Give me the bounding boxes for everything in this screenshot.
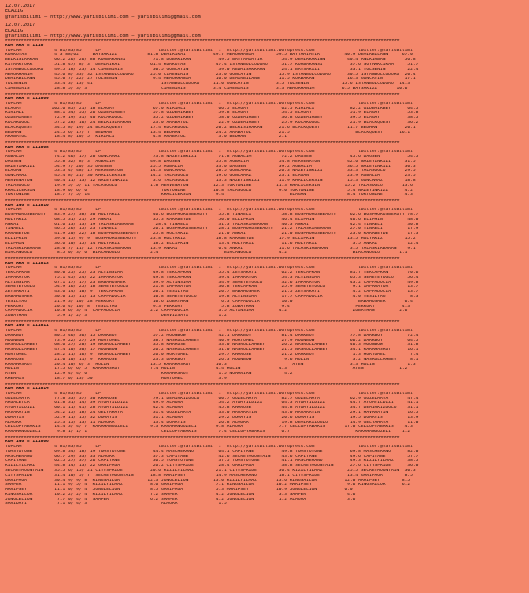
table-row: KIZILYILMAZ 44.8 14/ 13/ 22 GARIPAGA 26.2 CITYSPRIDE 28.4 GARIPAGA 38.8 SECRETMOUNTAIN 27.6 CITYSPRIDE 36.0: [5, 464, 419, 469]
table-row: ALTINSIMA 67.1 17/ 17/ 23 BABAHOSMER 39.9 ALTINSIMA 34.9 SEMETEYOGLU 32.6 IMPARATOR 43.2 CAPPADOCIA 49.8: [5, 280, 419, 285]
race-block: [5, 199, 524, 256]
table-row: HULIN 17.5 6/ 6/ 5 KARAHASRUT 7.4 HULIN 4.4 HULIN 4.3 ATEN 1.2: [5, 367, 408, 372]
table-row: ELAGAN 53.3 4/ 48/ 17 MERVENATON 14.3 GONCAMAZ 28.5 GONCAMAZ 26.3 NAZEYINKIZI 33.3 TALASOGLU 29.5: [5, 169, 416, 174]
table-row: KARAHANGUZELI 9.8 1/ 1/ 1 CELLUPYABAKIS 7.4 CELLUPYABAKIS 6.7 KARAHANGUZELI 1.2: [5, 430, 411, 435]
separator-line: ####################################################################################################################################################: [5, 39, 400, 44]
column-header-row: TOPLAM 4 81/83/85 LP twitter:@YarisBilimi : http://yarisbilimi.wordpress.com twitter:@YarisBilimi: [5, 266, 413, 271]
table-row: DEMIRBILANN 45.0 7/ 22/ 27 TOLSENIN 9.4 MEMURHANIM 16.0 DEMIRBILANN 11.5 KORBAKAN 16.3 GONCAYIN 17.1: [5, 77, 416, 82]
table-row: ARABATUL 18.4 8/ 10/ 5 KIRIMLI 4.8 ARABATUL 3.0 BEDHAN 2.1: [5, 135, 287, 140]
table-row: TINAELI 46.5 26/ 15/ 23 TINAELI 26.1 BOSPHORUSBEAUTY 28.1 BOSPHORUSBEAUTY 21.2 TALASKIRBARAN 27.0 TINAELI 17.9: [5, 227, 419, 232]
table-row: BLACKQUEST 34.5 8/ 19/ 24 BLACKQUEST 17.4 KOCAKOGUL 20.2 BELKISIRAKAN 21.6 BLACKQUEST 11.7 BEDHAN 20.1: [5, 125, 416, 130]
table-row: HULYAKIZ 68.5 31/ 21/ 29 ANKAI 35.3 KARABEYDE 50.0 ELLIPKIN 46.4 ELIPHIN 46.6 ELIPHIN 48.0: [5, 217, 419, 222]
separator-line: ####################################################################################################################################################: [5, 435, 400, 440]
table-row: AGBALIM 74.2 46/ 17/ 20 GONCAMAZ 73.8 NAZEYINKIZI 71.8 AGBALIM 72.2 DAGSEN 45.6 DAGSEN 54.5: [5, 155, 419, 160]
table-row: KIRIMLI 88.1 34/ 55/ 26 OZDEMIRBEY 57.8 OZDEMIRBEY 59.8 ELAGAY 54.5 ELAGAY 51.9 ELAGAY 53.8: [5, 111, 419, 116]
table-row: KARAHASRUT 20.4 10/ 6/ 3 HULIN 13.5 KARAHASRUT 16.3 ATEN 3.3 HULIN 1.3: [5, 362, 416, 367]
table-row: ZEYSAKATI 43.6 14/ 10/ 9 TEKCAPKAN 20.1 YESILYAG 20.7 BABAHOSMER 21.5 ZEYSAKATI 4.2 CAPPADOCIA 13.7: [5, 290, 419, 295]
table-row: CAPPADOCIA 10.8 6/ 3/ 4 CAPPADOCIA 2.2 CAPPADOCIA 3.5 ALTINSIMA 4.2 ZUBATHAN 2.6: [5, 309, 408, 314]
table-row: MEMURHANIM 45.6 8/ 33/ 32 ISTANBULCUDURU 25.0 CIMENIRIS 23.0 GONCAYIN 15.9 ISTANBULCUDURU 30.5 ISTANBULCUDURU 20.4: [5, 72, 416, 77]
separator-line: ####################################################################################################################################################: [5, 141, 400, 146]
table-row: KINGSAILOR 10.2 2/ 2/ 4 KIZILYILMAZ 7.2 SAMPER 4.2 JUNGLELION 3.3 SAMPER 4.6: [5, 492, 356, 497]
table-row: ARGALETLA 61.8 31/ 14/ 39 AYOMYILDIZI 49.9 ALMURA 54.2 AYOMYILDIZI 64.3 AYOMYILDIZI 44.7 AYOMYILDIZI 41.1: [5, 401, 419, 406]
table-row: GUZELMAYA 77.8 33/ 37/ 30 KHAROSE 79.1 DEMIRKIZOGLU 60.7 GUZELMAYA 82.7 GUZELMAYA 62.9 GUZELMAYA 47.4: [5, 396, 419, 401]
column-header-row: TOPLAM 4 81/83/85 LP twitter:@YarisBilimi : http://yarisbilimi.wordpress.com twitter:@YarisBilimi: [5, 445, 413, 450]
race-block: [5, 257, 524, 319]
table-row: KORKUTAS 4 3 88/62 BAYSAKIZI 81.8 DEMIRIKA1 49.7 MEMURHANIM 59.5 BAYTAMIMTIR 40.9 DEMIRBILANN 67.0: [5, 53, 413, 58]
table-row: BELKISIRAKAN 66.2 26/ 26/ 88 KORBAKANSI 71.8 DUBAKIRAN 49.5 BAYTAMIMTIR 54.9 DEMIRKAKINN 40.4 ANLKIRBAN 56.8: [5, 58, 416, 63]
table-row: MOONBOW 73.9 22/ 27/ 29 HURTUMEL 38.7 NASRULLAHBEY 40.9 HURTUMEL 27.9 MOONBOW 66.2 DARKBOY 64.5: [5, 338, 419, 343]
separator-line: ####################################################################################################################################################: [5, 382, 400, 387]
table-row: HASRULLAHBEY 47.4 10/ 30/ 17 MOONBOW 26.2 NASRULLAHBEY 31.0 NASRULLAHBEY 21.5 NASRULLAHBEY 34.1 KARAHASRUT 16.1: [5, 348, 419, 353]
table-row: GONCAMAZ 45.4 8/ 21/ 30 KHALICEKSIN 14.2 TALASOGLU 19.6 GONCAMAZ 23.1 ELAGAN 23.9 AGBALIM 23.5: [5, 174, 416, 179]
table-row: CIMENIRIS 28.8 5/ 3/ 3 CIMENIRIS 3.4 CIMENIRIS 3.3 MEMURHANIM 6.5 BAYSAKIZI 10.6: [5, 86, 408, 91]
separator-line: ####################################################################################################################################################: [5, 92, 400, 97]
table-row: HURTUMEL 28.2 11/ 16/ 9 NASRULLAHBEY 26.0 HURTUMEL 29.7 KHAROSE 21.2 DARKBOY 1.3 HURTUMEL 7.4: [5, 352, 419, 357]
table-row: OZDEMIRBEY 72.9 19/ 31/ 40 KOCAKOGUL 35.2 OZDEMIRBEY 58.0 OZDEMIRBEY 36.8 OZDEMIRBEY 39.5 ELAGAY 38.5: [5, 116, 419, 121]
table-row: TALASOGLU 19.9 5/ 5/ 11 TALASOGLU 1.8 MERVENATON 12.3 TOKTONINE 11.3 KHALICEKSIN 15.2 TALASOGLU 13.6: [5, 183, 413, 188]
table-row: BIRCANOGLU 8.5 0/ 3/ 6 BIRCANOGLU 2.4 BIRCANOGLU 4.2 BIRCANOGLU 1.1: [5, 251, 408, 256]
table-row: SAMPER 11.1 9/ 5/ 4 KIZILYILMAZ 8.6 GARIPAGA 7.1 KINGSAILOR 10.2 MARIPSEY 9.6 KINGSAILOR 6.2: [5, 483, 411, 488]
table-row: ISTANBULCUDURU 49.5 18/ 23/ 14 CIMENIRIS 30.5 GONCAYIN 39.0 REDMISAKKARN 24.1 BAYSAKIZI 33.1 TOLSENIN 22.4: [5, 67, 419, 72]
race-blocks: [5, 39, 524, 507]
header-date-top: 12.07.2017: [5, 4, 36, 9]
table-row: ANKAI 61.6 13/ 13/ 19 TALASKIRBARAN 28.4 TINAELI 31.3 TALASKIRBARAN 40.3 ANKAI 42.4 TINAELI 30.8: [5, 222, 419, 227]
table-row: ATEN 12.9 4/ 4/ 6 KARAHASRUT 1.5 NOMARIAN 4.2: [5, 372, 293, 377]
table-row: DARKBOY 80.5 46/ 36/ 15 DARKBOY 57.2 MOONBOW 42.1 DARKBOY 81.4 DARKBOY 77.8 DARKBOY 72.4: [5, 333, 419, 338]
race-title: KUM ARA = 111009: [5, 97, 49, 102]
table-row: MARIPSEY 11.1 0/ 9/ 4 JUNGLELION 8.5 GARIPAGA 5.3 MARIPSEY 10.9 JUNGLELION 6.0: [5, 488, 353, 493]
table-row: TOLSENIN 33.4 3/ 13/ 41 ISTANBULCUDURU 11.0 GONCAYIN 3.5 TOLSENIN 15.6 ISTANBULCUDURU 14.3: [5, 82, 411, 87]
table-row: IMPARATOR 75.1 45/ 24/ 22 IMPARATOR 49.8 TEKCAPKAN 39.4 IMPARATOR 54.3 ALTINSIMA 65.3 SEMETEYOGLU 56.4: [5, 275, 419, 280]
table-row: ELLIPKIN 39.0 15/ 9/ 9 BOSPHORUSBEAUTY 23.8 HULYAKIZ 18.8 KARABEYDE 17.9 ELLIPKIN 13.5 HULYAKIZ 15.2: [5, 236, 416, 241]
separator-line: ####################################################################################################################################################: [5, 319, 400, 324]
table-row: BABAHOSMER 30.0 15/ 11/ 13 CAPPADOCIA 10.8 SEMETEYOGLU 19.8 ALTINSIMA 17.7 CAPPADOCIA 4.0 YESILYAG 8.3: [5, 294, 419, 299]
header-channel-second: ELAZIG: [5, 28, 24, 34]
table-row: SARIDAYI 7.1 0/ 4/ 3 ALMURA 1.5: [5, 502, 227, 507]
table-row: AYOMYILDIZI 60.1 11/ 41/ 28 AYOMYILDIZI 42.4 ALMURA 45.8 KHAROSE 44.8 AYOMYILDIZI 34.7 DEMIRKIZOGLU 31.1: [5, 406, 419, 411]
header-link-second: @YarisBilimi — http://www.yarisbilimi.com — yarisbilimi@gmail.com: [5, 34, 201, 40]
separator-line: ####################################################################################################################################################: [5, 199, 400, 204]
race-title: KUM ING = 111006: [5, 440, 49, 445]
table-row: NAZEYINKIZI 54.9 7/ 20/ 35 DAGSEN 25.5 AGBALIM 33.0 DAGSEN 39.2 AGBALIM 36.5 NAZEYINKIZI 30.3: [5, 164, 416, 169]
table-row: ELIPHIN 36.6 10/ 15/ 14 HULYAKIZ 18.2 ELLIPKIN 13.4 HULYAKIZ 11.6 HULYAKIZ 3.5 ANKAI 12.4: [5, 241, 419, 246]
table-row: GARIPAGA 30.4 9/ 9/ 8 KINGSAILOR 12.3 JUNGLELION 13.0 KIZILYILMAZ 13.6 KINGSAILOR 12.0 MARIPSEY 8.5: [5, 478, 411, 483]
header-date-second: 12.07.2017: [5, 23, 36, 29]
separator-line: ####################################################################################################################################################: [5, 257, 400, 262]
table-row: SECRETMOUNTAIN 35.5 6/ 15/ 21 CITYSPRIDE 20.6 KIZILYILMAZ 21.1 CITYSPRIDE 36.4 KIZILYILMAZ 25.5 SECRETMOUNTAIN 30.3: [5, 468, 416, 473]
table-row: DOMAYIS 52.9 11/ 15/ 32 DOMAYIS 31.1 ALMURA 29.2 DOMAYIS 20.6 DOMAYIS 19.5 DOMAYIS 13.9: [5, 415, 419, 420]
column-header-row: TOPLAM 4 81/83/85 LP twitter:@YarisBilimi : http://yarisbilimi.wordpress.com twitter:@YarisBilimi: [5, 150, 413, 155]
table-row: CAPITANE 62.5 27/ 37/ 26 CAPITANE 36.5 TOMSTOTONE 37.5 TOMSTOTONE 41.1 MASCHERANO 49.3 KIZILYILMAZ 38.5: [5, 459, 419, 464]
column-header-row: TOPLAM 4 81/83/85 LP twitter:@YarisBilimi : http://yarisbilimi.wordpress.com twitter:@YarisBilimi: [5, 391, 413, 396]
table-row: KHAROSE 21.0 10/ 11/ 9 KHAROSE 23.3 DARKBOY 26.3 MOONBOW 9.6 HULIN 3.2 NASRULLAHBEY 8.1: [5, 357, 419, 362]
column-header-row: TOPLAM 4 81/83/85 LP twitter:@YarisBilimi : http://yarisbilimi.wordpress.com twitter:@YarisBilimi: [5, 208, 413, 213]
column-header-row: TOPLAM 4 81/83/85 LP twitter:@YarisBilimi : http://yarisbilimi.wordpress.com twitter:@YarisBilimi: [5, 48, 413, 53]
race-block: [5, 436, 524, 507]
table-row: BOSPHORUSBEAUTY 83.9 27/ 38/ 30 HULYAKIZ 46.6 BOSPHORUSBEAUTY 55.8 TINAELI 58.8 BOSPHORUSBEAUTY 62.6 BOSPHORUSBEAUTY 78.7: [5, 213, 419, 218]
table-row: JUNGLELION 7.7 0/ 4/ 4 SAMPER 6.2 SAMPER 4.2 JUNGLELION 1.2 ALMURA 3.6: [5, 497, 356, 502]
table-row: TOMSTOTONE 69.8 34/ 18/ 19 TOMSTOTONE 44.4 MASCHERANO 64.1 CAPITANE 49.8 TOMSTOTONE 69.8 MASCHERANO 82.0: [5, 449, 419, 454]
race-title: KUM ING = 111010: [5, 203, 49, 208]
column-header-row: TOPLAM 4 81/83/85 LP twitter:@YarisBilimi : http://yarisbilimi.wordpress.com twitter:@YarisBilimi: [5, 329, 413, 334]
table-row: MASCHERANO 66.7 29/ 33/ 33 ALMURA 37.3 CAPITANE 42.6 SECRETMOUNTAIN 43.6 CAPITANE 49.6 CAPITANE 57.7: [5, 454, 419, 459]
table-row: ALMURA 25.3 15/ 13/ 11 ALMURA 13.4 DOMAYIS 26.8 ALMURA 19.8 DEMIRKIZOGLU 14.9 GELYAHAYA 11.0: [5, 420, 419, 425]
table-row: TOKTONINE 18.7 7/ 5/ 14 KHALICEKSIN 9.4 ELAGAN 8.4 TOKTONINE 4.3: [5, 193, 413, 198]
table-row: KHALICEKSIN 18.9 0/ 6/ 6 TOKTONINE 10.8 TALASOGLU 9.0 TOKTONINE 5.4 NAZEYINKIZI 4.2: [5, 188, 413, 193]
table-row: KHEMMIS 18.7 0/ 13/ 50 HURTUMEL 3.9: [5, 376, 227, 381]
table-row: KITRAKTURK 51.8 47/ 8/ 3 DEMIRIKA1 61.4 KORKUTAS 47.4 ISTANBULCUDURU 51.7 KORBAKANSI 37.6 SOYMAKCIKAM 51.7: [5, 62, 419, 67]
table-row: TALASKIRBARAN 28.0 7/ 11/ 12 TALASKIRBARAN 13.9 ANKAI 6.4 ANKAI 11.6 TALASKIRBARAN 3.5 TALASKIRBARAN 9.1: [5, 246, 416, 251]
table-row: SEMETEYOGLU 54.9 16/ 25/ 18 SEMETEYOGLU 21.8 IMPARATOR 30.8 TEKCAPKAN 25.9 SEMETEYOGLU 9.1 IMPARATOR 13.7: [5, 285, 419, 290]
race-block: [5, 39, 524, 91]
table-row: KARABEYDE 41.9 20/ 22/ 18 BOSPHORUSBEAUTY 25.8 HULYAKIZ 21.0 ANKAI 21.0 BOSPHORUSBEAUTY 23.0 KARABEYDE 17.3: [5, 232, 419, 237]
race-block: [5, 93, 524, 140]
table-row: ELAGAY 102.6 85/ 21/ 18 ELAGAY 67.0 KIRIMLI 66.5 ELAGAY 62.5 KIRIMLI 82.2 OZDEMIRBEY 64.5: [5, 106, 419, 111]
table-row: YESILYAG 21.9 3/ 10/ 28 PEKKURT 10.6 ZUBATHAN 6.3 CAPPADOCIA 10.0 BABAHOSMER 6.4: [5, 299, 413, 304]
header-link-top: @YarisBilimi — http://www.yarisbilimi.com — yarisbilimi@gmail.com: [5, 14, 201, 20]
table-row: CELLUPYABAKIS 14.4 3/ 4/ 7 KARAHANGUZELI 9.3 KARAHANGUZELI 9.8 ALMURA 7.7 CELLUPYABAKIS 17.0 CELLUPYABAKIS 4.3: [5, 425, 413, 430]
race-title: KUM ARA = 1110: [5, 43, 44, 48]
race-title: KUM ARA = 111014: [5, 387, 49, 392]
table-row: HAVARATIN 54.2 15/ 18/ 24 GELYAHAYA 31.4 GUZELMAYA 33.0 HAVARATIN 43.0 HAVARATIN 29.1 HAVARATIN 16.5: [5, 410, 419, 415]
table-row: PEKKURT 20.6 4/ 10/ 8 YESILYAG 9.3 PEKKURT 5.8 ZUBATHAN 9.4 PEKKURT 4.3: [5, 304, 411, 309]
column-header-row: TOPLAM 4 81/83/85 LP twitter:@YarisBilimi : http://yarisbilimi.wordpress.com twitter:@YarisBilimi: [5, 101, 413, 106]
table-row: NASRULLAHBEY 68.6 27/ 20/ 19 NASRULLAHBEY 35.8 KHAROSE 33.0 NASRULLAHBEY 26.2 NASRULLAHBEY 46.3 MOONBOW 31.8: [5, 343, 419, 348]
table-row: DAGSEN 55.8 32/ 8/ 3 AGBALIM 49.8 DAGSEN 55.8 AGBALIM 54.8 MERVENATON 42.6 NAZEYINKIZI 31.5: [5, 159, 416, 164]
table-row: KOCAKOGUL 57.2 28/ 16/ 24 BELKISIRAKAN 23.0 ARABATUL 22.9 OZDEMIRBEY 25.9 KOCAKOGUL 21.9 BLACKQUEST 36.2: [5, 120, 419, 125]
table-row: MERVENATON 40.4 11/ 13/ 12 NAZEYINKIZI 3.6 TALASOGLU 13.3 NAZEYINKIZI 11.9 KHALICEKSIN 15.3 GONCAMAZ 18.8: [5, 178, 416, 183]
table-row: ZUBATHAN 5.9 1/ 2/ 3 DERVIZSAYI 1.2: [5, 314, 227, 319]
table-row: BEDHAN 24.5 6/ 17/ 7 BEDHAN 13.4 BEDHAN 24.2 ARABATUL 21.5 BLACKQUEST 16.1: [5, 130, 411, 135]
race-block: [5, 383, 524, 435]
table-row: CITYSPRIDE 31.4 10/ 5/ 7 SECRETMOUNTAIN 18.8 MARIPSEY 14.9 MASCHERANO 18.1 CITYSPRIDE 13.4 GARIPAGA 8.5: [5, 473, 413, 478]
race-title: KUM ARA = 111013: [5, 261, 49, 266]
race-block: [5, 141, 524, 198]
header-channel-top: ELAZIG: [5, 9, 24, 15]
race-block: [5, 320, 524, 382]
table-row: TEKCAPKAN 80.0 25/ 25/ 23 ALTINSIMA 49.8 TEKCAPKAN 55.4 ZEYSAKATI 62.2 TEKCAPKAN 81.7 TEKCAPKAN 70.6: [5, 271, 419, 276]
race-title: KUM ING = 111011: [5, 324, 49, 329]
race-title: KUM ARA = 111008: [5, 145, 49, 150]
